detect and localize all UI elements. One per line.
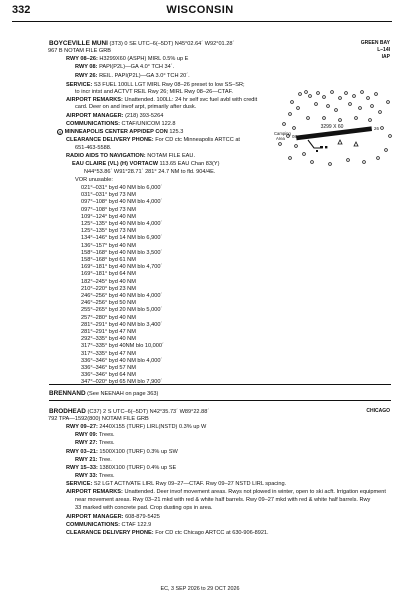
brodhead-chart-tag: CHICAGO bbox=[366, 408, 390, 414]
vor-unusable-item: 336°–346° byd 57 NM bbox=[81, 365, 136, 371]
section-divider-1 bbox=[49, 384, 391, 385]
vor-unusable-item: 317°–335° byd 40NM blo 10,000´ bbox=[81, 343, 164, 350]
brodhead-clearance: CLEARANCE DELIVERY PHONE: For CD ctc Chicago ARTCC at 630-906-8921. bbox=[66, 530, 269, 536]
vor-unusable-item: 125°–135° byd 73 NM bbox=[81, 228, 136, 235]
vor-unusable-item: 097°–108° byd 40 NM blo 4,000´ bbox=[81, 199, 163, 206]
vor-unusable-item: 246°–256° byd 40 NM blo 4,000´ bbox=[81, 293, 163, 299]
effective-dates-footer: EC, 3 SEP 2026 to 29 OCT 2026 bbox=[160, 586, 240, 592]
brodhead-rwy27: RWY 27: Trees. bbox=[75, 440, 115, 446]
brodhead-line2: 792 TPA—1592(800) NOTAM FILE GRB bbox=[48, 416, 149, 422]
vor-unusable-item: 136°–157° byd 40 NM bbox=[81, 242, 136, 249]
chart-tag-green-bay: GREEN BAY bbox=[360, 40, 390, 46]
vor-unusable-item: 281°–291° byd 40 NM blo 3,400´ bbox=[81, 321, 163, 328]
state-title: WISCONSIN bbox=[166, 4, 234, 16]
vor-unusable-item: 134°–146° byd 14 NM blo 6,900´ bbox=[81, 235, 163, 242]
boyceville-rwy08: RWY 08: PAPI(P2L)—GA 4.0° TCH 34´. bbox=[75, 64, 175, 70]
building-markers bbox=[316, 146, 327, 152]
boyceville-service: SERVICE: S3 FUEL 100LL LGT MIRL Rwy 08–26 preset to low SS–SR; bbox=[66, 82, 245, 88]
vor-unusable-heading: VOR unusable: bbox=[75, 177, 113, 183]
diagram-camping-label-2: Area bbox=[276, 136, 285, 141]
boyceville-line1 bbox=[49, 40, 234, 48]
vor-unusable-item: 210°–220° byd 23 NM bbox=[81, 285, 136, 292]
boyceville-vortac: EAU CLAIRE (VL) (H) VORTACW 113.65 EAU Chan 83(Y) bbox=[72, 161, 220, 167]
boyceville-service-cont: to incr intst and ACTVT REIL Rwy 26; MIRL Rwy 08–26—CTAF. bbox=[75, 89, 233, 95]
section-divider-2 bbox=[49, 400, 391, 401]
brodhead-remarks-cont2: 33 marked with concrete pad. Crop dusting ops in area. bbox=[75, 505, 213, 511]
taxiway bbox=[308, 140, 322, 148]
vor-unusable-item: 158°–168° byd 40 NM blo 3,500´ bbox=[81, 249, 163, 256]
boyceville-chart-tags bbox=[330, 40, 390, 61]
brodhead-rwy0927: RWY 09–27: 2440X155 (TURF) LIRL(NSTD) 0.3% up W bbox=[66, 424, 207, 430]
brodhead-line1 bbox=[49, 408, 209, 416]
airport-name-brodhead: BRODHEAD bbox=[49, 408, 86, 415]
brodhead-rwy0321: RWY 03–21: 1500X100 (TURF) 0.3% up SW bbox=[66, 449, 178, 455]
boyceville-line2: 967 B NOTAM FILE GRB bbox=[48, 48, 111, 54]
diagram-runway-end-26: 26 bbox=[374, 126, 379, 131]
vor-unusable-item: 031°–031° byd 73 NM bbox=[81, 192, 136, 199]
airport-diagram bbox=[270, 88, 398, 174]
vor-unusable-item: 336°–346° byd 40 NM blo 4,000´ bbox=[81, 357, 163, 364]
vor-unusable-item: 347°–020° byd 65 NM blo 7,900´ bbox=[81, 379, 163, 386]
vor-unusable-item: 169°–181° byd 40 NM blo 4,700´ bbox=[81, 264, 163, 271]
vor-unusable-item: 255°–265° byd 20 NM blo 5,000´ bbox=[81, 307, 163, 314]
brodhead-comms: COMMUNICATIONS: CTAF 122.9 bbox=[66, 522, 152, 528]
brennand-entry bbox=[49, 390, 158, 398]
vor-unusable-item: 246°–256° byd 50 NM bbox=[81, 300, 136, 307]
vor-unusable-item: 097°–108° byd 73 NM bbox=[81, 206, 136, 213]
vor-unusable-item: 292°–335° byd 40 NM bbox=[81, 336, 136, 343]
boyceville-comms: COMMUNICATIONS: CTAF/UNICOM 122.8 bbox=[66, 121, 176, 127]
vor-unusable-item: 109°–124° byd 40 NM bbox=[81, 213, 136, 220]
vor-unusable-item: 169°–181° byd 64 NM bbox=[81, 271, 136, 278]
obstruction-markers bbox=[338, 140, 358, 146]
boyceville-manager: AIRPORT MANAGER: (218) 393-5264 bbox=[66, 113, 164, 119]
brodhead-rwy09: RWY 09: Trees. bbox=[75, 432, 115, 438]
airport-name-brennand: BRENNAND bbox=[49, 390, 86, 397]
boyceville-remarks-cont: card. Deer on and invof arpt, primarily after dusk. bbox=[75, 104, 197, 110]
brodhead-rwy33: RWY 33: Trees. bbox=[75, 473, 115, 479]
brodhead-rwy1533: RWY 15–33: 1380X100 (TURF) 0.4% up SE bbox=[66, 465, 177, 471]
boyceville-clearance: CLEARANCE DELIVERY PHONE: For CD ctc Minneapolis ARTCC at bbox=[66, 137, 240, 143]
vor-unusable-item: 182°–245° byd 40 NM bbox=[81, 278, 136, 285]
boyceville-rwy26: RWY 26: REIL. PAPI(P2L)—GA 3.0° TCH 20´. bbox=[75, 73, 190, 79]
vor-unusable-item: 125°–135° byd 40 NM blo 4,000´ bbox=[81, 221, 163, 227]
chart-tag-iap: IAP bbox=[381, 54, 390, 60]
brodhead-remarks: AIRPORT REMARKS: Unattended. Deer invof movement areas. Rwys not plowed in winter, open to ski acft. Irrigation equipment bbox=[66, 489, 386, 495]
diagram-runway-label: 3299 X 60 bbox=[320, 124, 344, 130]
boyceville-radio-aids: RADIO AIDS TO NAVIGATION: NOTAM FILE EAU. bbox=[66, 153, 195, 159]
brodhead-location: (C37) 2 S UTC–6(–5DT) N42°35.73´ W89°22.88´ bbox=[87, 409, 210, 415]
boyceville-location: (3T3) 0 SE UTC–6(–5DT) N45°02.64´ W92°01.28´ bbox=[109, 41, 235, 47]
vor-unusable-item: 021°–031° byd 40 NM blo 6,000´ bbox=[81, 185, 163, 191]
boyceville-vortac-coords: N44°53.86´ W91°28.71´ 281° 24.7 NM to fld. 904/4E. bbox=[84, 169, 216, 175]
radio-icon: R bbox=[58, 130, 62, 135]
page-number: 332 bbox=[12, 4, 31, 16]
brodhead-manager: AIRPORT MANAGER: 608-879-5425 bbox=[66, 514, 160, 520]
diagram-runway-end-08: 08 bbox=[292, 134, 297, 139]
vor-unusable-item: 158°–168° byd 61 NM bbox=[81, 257, 136, 263]
brennand-ref: (See NEENAH on page 363) bbox=[87, 391, 159, 397]
brodhead-service: SERVICE: S2 LGT ACTIVATE LIRL Rwy 09–27—CTAF. Rwy 09–27 NSTD LIRL spacing. bbox=[66, 481, 287, 487]
boyceville-clearance-cont: 651-463-5588. bbox=[75, 145, 112, 151]
vor-unusable-item: 257°–280° byd 40 NM bbox=[81, 314, 136, 321]
chart-tag-l14i: L–14I bbox=[377, 47, 390, 53]
airport-name-boyceville: BOYCEVILLE MUNI bbox=[49, 40, 108, 47]
diagram-camping-label: Camping bbox=[274, 131, 291, 136]
vor-unusable-item: 281°–291° byd 47 NM bbox=[81, 329, 136, 335]
header-rule bbox=[12, 21, 392, 22]
brodhead-rwy21: RWY 21: Tree. bbox=[75, 457, 112, 463]
vor-unusable-item: 336°–346° byd 64 NM bbox=[81, 372, 136, 379]
boyceville-remarks: AIRPORT REMARKS: Unattended. 100LL: 24 hr self svc fuel avbl with credit bbox=[66, 97, 258, 103]
brodhead-remarks-cont: near movement areas. Rwy 03–21 mkd with red & white half barrels. Rwy 09–27 mkd with red & white half barrels. Rwy bbox=[75, 497, 371, 503]
vor-unusable-item: 317°–335° byd 47 NM bbox=[81, 350, 136, 357]
boyceville-rwy0826: RWY 08–26: H3299X60 (ASPH) MIRL 0.5% up E bbox=[66, 56, 189, 62]
boyceville-mpls-center: R MINNEAPOLIS CENTER APP/DEP CON 125.3 bbox=[58, 129, 184, 135]
